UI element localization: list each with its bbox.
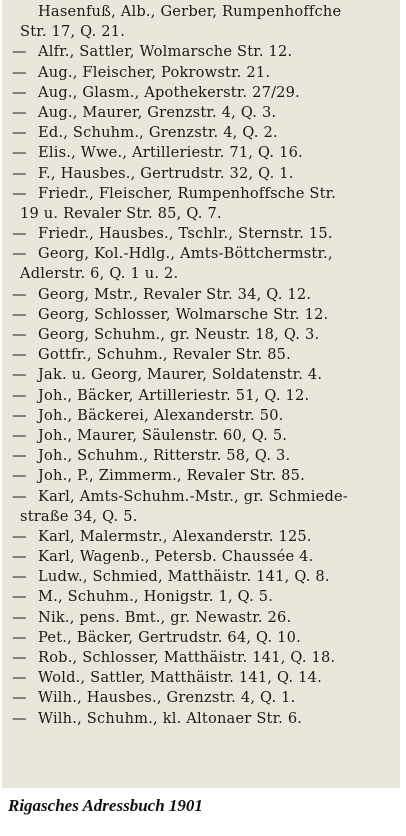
entry-text: Georg, Schuhm., gr. Neustr. 18, Q. 3.	[38, 326, 320, 343]
ditto-dash: —	[12, 467, 27, 485]
entry-continuation-line	[12, 204, 392, 224]
directory-entry	[12, 547, 392, 567]
ditto-dash: —	[12, 225, 27, 243]
directory-entry	[12, 2, 392, 22]
directory-entry	[12, 608, 392, 628]
directory-entry	[12, 305, 392, 325]
ditto-dash: —	[12, 103, 27, 121]
entry-text: Str. 17, Q. 21.	[20, 23, 126, 41]
entry-text: Adlerstr. 6, Q. 1 u. 2.	[20, 265, 179, 283]
entry-text: Joh., Bäcker, Artilleriestr. 51, Q. 12.	[38, 386, 310, 404]
ditto-dash: —	[12, 386, 27, 404]
directory-entry	[12, 567, 392, 587]
directory-entry	[12, 446, 392, 466]
entry-text: Georg, Kol.-Hdlg., Amts-Böttchermstr.,	[38, 245, 333, 263]
directory-entry	[12, 285, 392, 305]
entry-text: Karl, Wagenb., Petersb. Chaussée 4.	[38, 548, 314, 566]
ditto-dash: —	[12, 527, 27, 545]
entry-text: Karl, Malermstr., Alexanderstr. 125.	[38, 527, 312, 545]
entry-text: Gottfr., Schuhm., Revaler Str. 85.	[38, 346, 291, 364]
ditto-dash: —	[12, 285, 27, 303]
ditto-dash: —	[12, 144, 27, 162]
directory-entry	[12, 63, 392, 83]
ditto-dash: —	[12, 83, 27, 101]
entry-text: 19 u. Revaler Str. 85, Q. 7.	[20, 204, 222, 222]
entry-text: Joh., Bäckerei, Alexanderstr. 50.	[38, 406, 284, 424]
ditto-dash: —	[12, 326, 27, 343]
directory-entry	[12, 365, 392, 385]
entry-text: Friedr., Hausbes., Tschlr., Sternstr. 15.	[38, 225, 333, 243]
entry-text: Georg, Schlosser, Wolmarsche Str. 12.	[38, 305, 329, 323]
directory-entry	[12, 83, 392, 103]
entry-text: straße 34, Q. 5.	[20, 507, 138, 525]
ditto-dash: —	[12, 487, 27, 505]
caption: Rigasches Adressbuch 1901	[8, 796, 203, 815]
entry-text: Joh., P., Zimmerm., Revaler Str. 85.	[38, 467, 305, 485]
ditto-dash: —	[12, 548, 27, 566]
entry-text: Nik., pens. Bmt., gr. Newastr. 26.	[38, 608, 292, 626]
entry-text: Friedr., Fleischer, Rumpenhoffsche Str.	[38, 184, 337, 202]
entry-text: Aug., Maurer, Grenzstr. 4, Q. 3.	[38, 103, 277, 121]
directory-entry	[12, 224, 392, 244]
directory-entry	[12, 103, 392, 123]
ditto-dash: —	[12, 346, 27, 364]
directory-entry	[12, 527, 392, 547]
directory-entry	[12, 648, 392, 668]
directory-entry	[12, 123, 392, 143]
entry-text: Joh., Schuhm., Ritterstr. 58, Q. 3.	[38, 447, 291, 465]
entry-text: Wold., Sattler, Matthäistr. 141, Q. 14.	[38, 669, 322, 687]
ditto-dash: —	[12, 305, 27, 323]
ditto-dash: —	[12, 164, 27, 182]
entry-text: Jak. u. Georg, Maurer, Soldatenstr. 4.	[38, 366, 323, 384]
entry-text: Wilh., Hausbes., Grenzstr. 4, Q. 1.	[38, 689, 296, 707]
directory-entry	[12, 42, 392, 62]
entry-continuation-line	[12, 22, 392, 42]
entry-text: Ludw., Schmied, Matthäistr. 141, Q. 8.	[38, 568, 330, 586]
entry-text: Aug., Glasm., Apothekerstr. 27/29.	[38, 83, 300, 101]
entry-text: Pet., Bäcker, Gertrudstr. 64, Q. 10.	[38, 628, 301, 646]
ditto-dash: —	[12, 426, 27, 444]
entry-continuation-line	[12, 507, 392, 527]
ditto-dash: —	[12, 628, 27, 646]
directory-entry	[12, 406, 392, 426]
directory-entry	[12, 688, 392, 708]
ditto-dash: —	[12, 245, 27, 263]
ditto-dash: —	[12, 669, 27, 687]
ditto-dash: —	[12, 568, 27, 586]
entry-continuation-line	[12, 264, 392, 284]
ditto-dash: —	[12, 709, 27, 727]
ditto-dash: —	[12, 124, 27, 142]
entry-text: M., Schuhm., Honigstr. 1, Q. 5.	[38, 588, 274, 606]
directory-entry	[12, 668, 392, 688]
directory-entry	[12, 466, 392, 486]
ditto-dash: —	[12, 608, 27, 626]
entry-text: Aug., Fleischer, Pokrowstr. 21.	[38, 63, 271, 81]
ditto-dash: —	[12, 63, 27, 81]
directory-entry	[12, 709, 392, 729]
entry-text: Georg, Mstr., Revaler Str. 34, Q. 12.	[38, 285, 312, 303]
entry-text: Wilh., Schuhm., kl. Altonaer Str. 6.	[38, 709, 303, 727]
ditto-dash: —	[12, 447, 27, 465]
entry-text: Ed., Schuhm., Grenzstr. 4, Q. 2.	[38, 124, 278, 142]
directory-entry	[12, 487, 392, 507]
directory-entry	[12, 628, 392, 648]
directory-entry	[12, 143, 392, 163]
directory-entry	[12, 345, 392, 365]
directory-entry	[12, 184, 392, 204]
directory-entry	[12, 426, 392, 446]
entry-text: Elis., Wwe., Artilleriestr. 71, Q. 16.	[38, 144, 303, 162]
entry-text: Joh., Maurer, Säulenstr. 60, Q. 5.	[38, 426, 288, 444]
ditto-dash: —	[12, 184, 27, 202]
ditto-dash: —	[12, 366, 27, 384]
ditto-dash: —	[12, 406, 27, 424]
entry-text: F., Hausbes., Gertrudstr. 32, Q. 1.	[38, 164, 294, 182]
entry-text: Hasenfuß, Alb., Gerber, Rumpenhoffche	[38, 3, 342, 20]
directory-entries	[2, 0, 400, 729]
directory-entry	[12, 386, 392, 406]
ditto-dash: —	[12, 689, 27, 707]
entry-text: Karl, Amts-Schuhm.-Mstr., gr. Schmiede-	[38, 487, 348, 505]
directory-entry	[12, 164, 392, 184]
directory-entry	[12, 587, 392, 607]
ditto-dash: —	[12, 588, 27, 606]
scanned-directory-page	[2, 0, 400, 788]
entry-text: Rob., Schlosser, Matthäistr. 141, Q. 18.	[38, 649, 336, 666]
directory-entry	[12, 244, 392, 264]
entry-text: Alfr., Sattler, Wolmarsche Str. 12.	[38, 43, 293, 61]
ditto-dash: —	[12, 43, 27, 61]
directory-entry	[12, 325, 392, 345]
ditto-dash: —	[12, 649, 27, 666]
